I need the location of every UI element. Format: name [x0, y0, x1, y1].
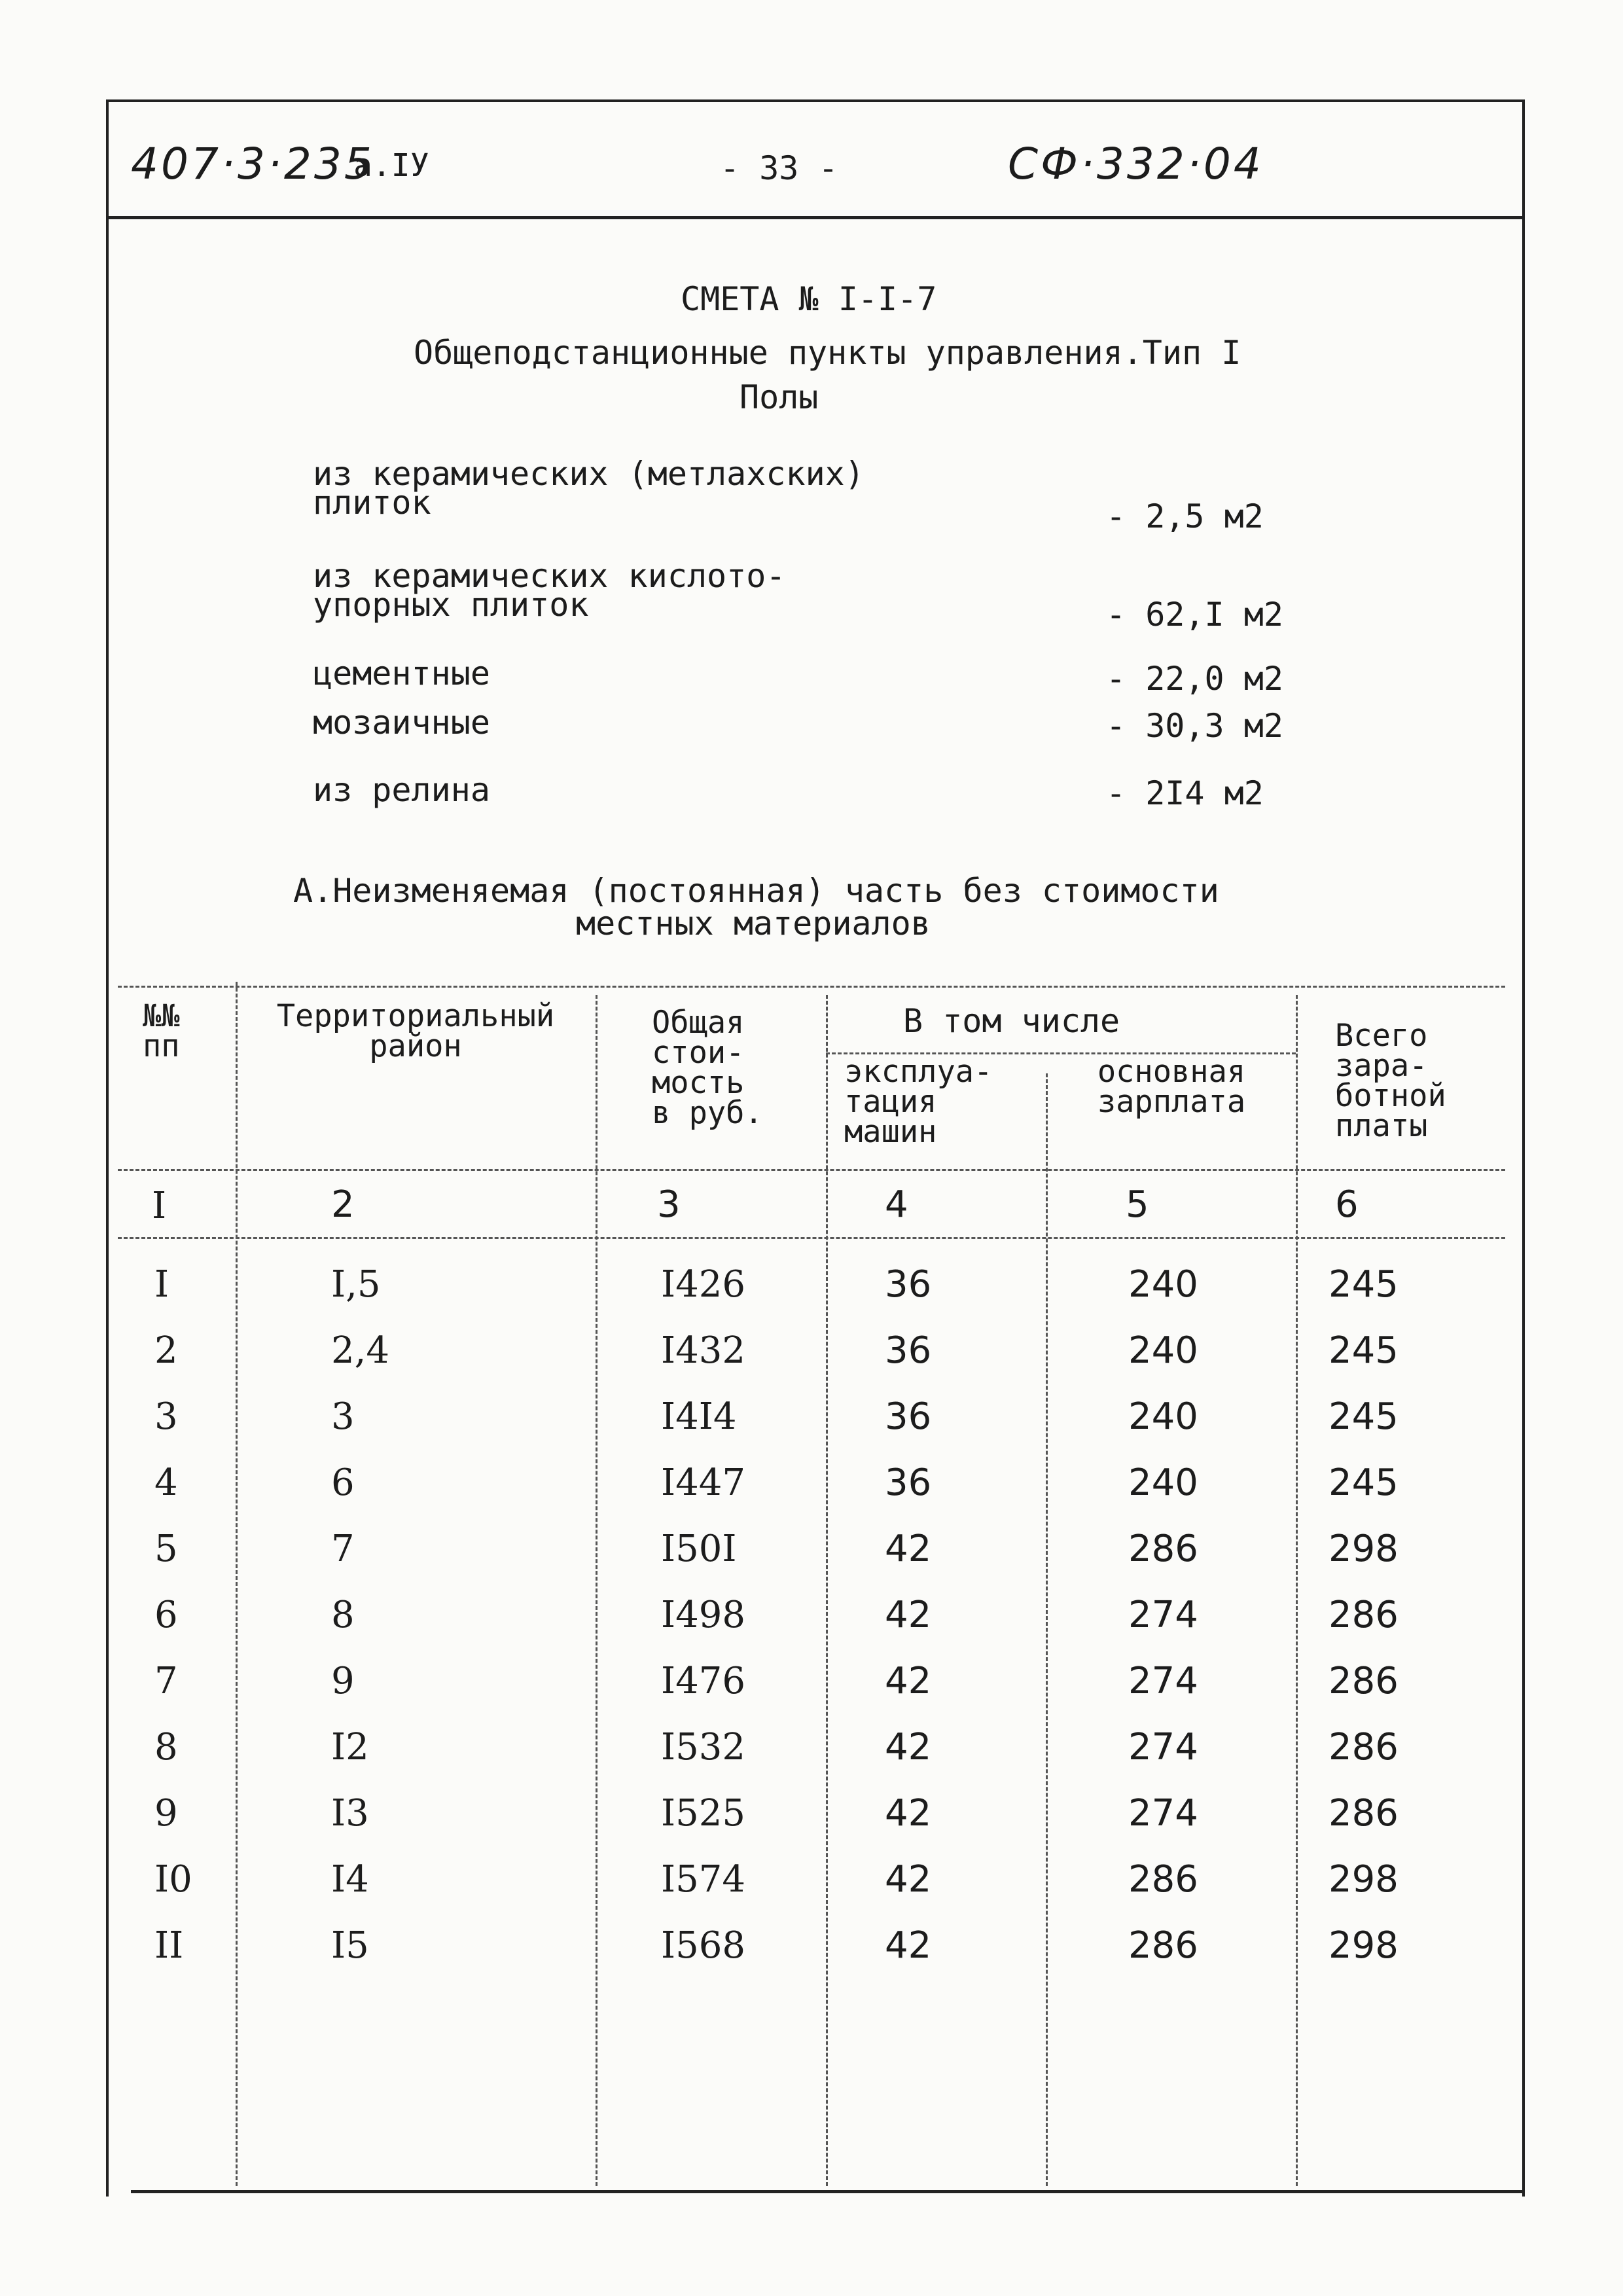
column-number: 6	[1335, 1183, 1359, 1226]
header-total-salary: Всего зара- ботной платы	[1335, 1018, 1446, 1144]
estimate-title: СМЕТА № I-I-7	[681, 280, 937, 318]
floor-item-area: - 30,3 м2	[1106, 707, 1283, 745]
table-cell: 36	[885, 1462, 932, 1504]
number-row-rule	[118, 1237, 1505, 1239]
table-cell: 286	[1128, 1858, 1198, 1901]
table-cell: 8	[331, 1594, 355, 1636]
table-cell: I4I4	[661, 1395, 737, 1438]
page-number: - 33 -	[720, 149, 838, 187]
table-cell: 36	[885, 1329, 932, 1372]
column-divider	[236, 982, 238, 2186]
floor-item-name: из релина	[313, 771, 490, 809]
table-cell: I4	[331, 1858, 369, 1901]
table-cell: 36	[885, 1263, 932, 1306]
table-cell: I525	[661, 1792, 746, 1835]
section-heading-cont: местных материалов	[576, 905, 931, 942]
table-cell: 36	[885, 1395, 932, 1438]
table-cell: 3	[154, 1395, 178, 1438]
table-cell: 6	[331, 1462, 355, 1504]
table-cell: 9	[154, 1792, 178, 1835]
table-cell: 298	[1329, 1528, 1399, 1570]
header-including: В том числе	[903, 1002, 1120, 1040]
table-cell: I	[154, 1263, 169, 1306]
column-number: 5	[1126, 1183, 1149, 1226]
column-divider	[1296, 995, 1298, 2186]
floor-item-area: - 2I4 м2	[1106, 774, 1264, 812]
table-cell: 274	[1128, 1726, 1198, 1768]
table-cell: 42	[885, 1726, 932, 1768]
table-cell: I3	[331, 1792, 369, 1835]
table-cell: II	[154, 1924, 184, 1967]
table-cell: I532	[661, 1726, 746, 1768]
header-salary: основная зарплата	[1097, 1054, 1246, 1120]
table-cell: 286	[1128, 1924, 1198, 1967]
table-cell: 42	[885, 1528, 932, 1570]
table-cell: 7	[331, 1528, 355, 1570]
floor-item-area: - 2,5 м2	[1106, 497, 1264, 535]
table-cell: 42	[885, 1660, 932, 1702]
table-cell: 298	[1329, 1858, 1399, 1901]
estimate-subtitle: Общеподстанционные пункты управления.Тип I	[414, 334, 1241, 372]
table-cell: 274	[1128, 1792, 1198, 1835]
column-divider	[1046, 1073, 1048, 2186]
table-cell: I568	[661, 1924, 746, 1967]
table-cell: 2	[154, 1329, 178, 1372]
floor-item-area: - 22,0 м2	[1106, 660, 1283, 698]
floor-item-name: из керамических кислото- упорных плиток	[313, 557, 786, 624]
table-cell: 286	[1128, 1528, 1198, 1570]
table-cell: 9	[331, 1660, 355, 1702]
table-cell: 8	[154, 1726, 178, 1768]
table-cell: I5	[331, 1924, 369, 1967]
table-cell: I432	[661, 1329, 746, 1372]
table-cell: 245	[1329, 1329, 1399, 1372]
table-cell: 286	[1329, 1594, 1399, 1636]
header-machines: эксплуа- тация машин	[844, 1054, 993, 1150]
floor-item-name: из керамических (метлахских) плиток	[313, 455, 865, 522]
table-cell: 6	[154, 1594, 178, 1636]
table-cell: 42	[885, 1858, 932, 1901]
table-cell: 245	[1329, 1263, 1399, 1306]
estimate-subject: Полы	[740, 378, 819, 416]
table-cell: I574	[661, 1858, 746, 1901]
table-cell: 7	[154, 1660, 178, 1702]
section-heading: А.Неизменяемая (постоянная) часть без стоимости	[293, 872, 1219, 910]
table-cell: I,5	[331, 1263, 381, 1306]
table-cell: I476	[661, 1660, 746, 1702]
table-cell: 42	[885, 1594, 932, 1636]
floor-item-name: мозаичные	[313, 704, 490, 742]
table-cell: 2,4	[331, 1329, 390, 1372]
table-cell: 245	[1329, 1395, 1399, 1438]
column-number: 4	[885, 1183, 908, 1226]
table-cell: I426	[661, 1263, 746, 1306]
table-cell: 3	[331, 1395, 355, 1438]
column-number: 2	[331, 1183, 355, 1226]
header-region: Территориальный район	[276, 998, 555, 1064]
table-cell: 298	[1329, 1924, 1399, 1967]
header-divider	[106, 216, 1522, 219]
table-cell: 274	[1128, 1660, 1198, 1702]
table-cell: 240	[1128, 1329, 1198, 1372]
table-cell: I50I	[661, 1528, 737, 1570]
table-cell: 286	[1329, 1660, 1399, 1702]
column-divider	[826, 995, 828, 2186]
table-cell: I447	[661, 1462, 746, 1504]
table-cell: 245	[1329, 1462, 1399, 1504]
table-cell: 274	[1128, 1594, 1198, 1636]
header-num: №№ пп	[143, 998, 180, 1064]
header-bottom-rule	[118, 1169, 1505, 1171]
table-top-rule	[118, 986, 1505, 988]
table-cell: 240	[1128, 1462, 1198, 1504]
series-code: СФ·332·04	[1008, 139, 1264, 189]
header-total-cost: Общая стои- мость в руб.	[652, 1005, 763, 1131]
floor-item-area: - 62,I м2	[1106, 596, 1283, 634]
column-number: I	[152, 1185, 167, 1227]
table-cell: 286	[1329, 1792, 1399, 1835]
table-cell: I498	[661, 1594, 746, 1636]
bottom-divider	[131, 2190, 1524, 2193]
table-cell: 42	[885, 1792, 932, 1835]
table-cell: 240	[1128, 1395, 1198, 1438]
table-cell: I0	[154, 1858, 192, 1901]
table-cell: 286	[1329, 1726, 1399, 1768]
table-cell: 5	[154, 1528, 178, 1570]
table-cell: I2	[331, 1726, 369, 1768]
doc-code: 407·3·235	[131, 139, 374, 189]
floor-item-name: цементные	[313, 655, 490, 692]
column-divider	[596, 995, 597, 2186]
table-cell: 42	[885, 1924, 932, 1967]
table-cell: 240	[1128, 1263, 1198, 1306]
column-number: 3	[657, 1183, 681, 1226]
table-cell: 4	[154, 1462, 178, 1504]
album-label: а.IУ	[353, 147, 429, 184]
